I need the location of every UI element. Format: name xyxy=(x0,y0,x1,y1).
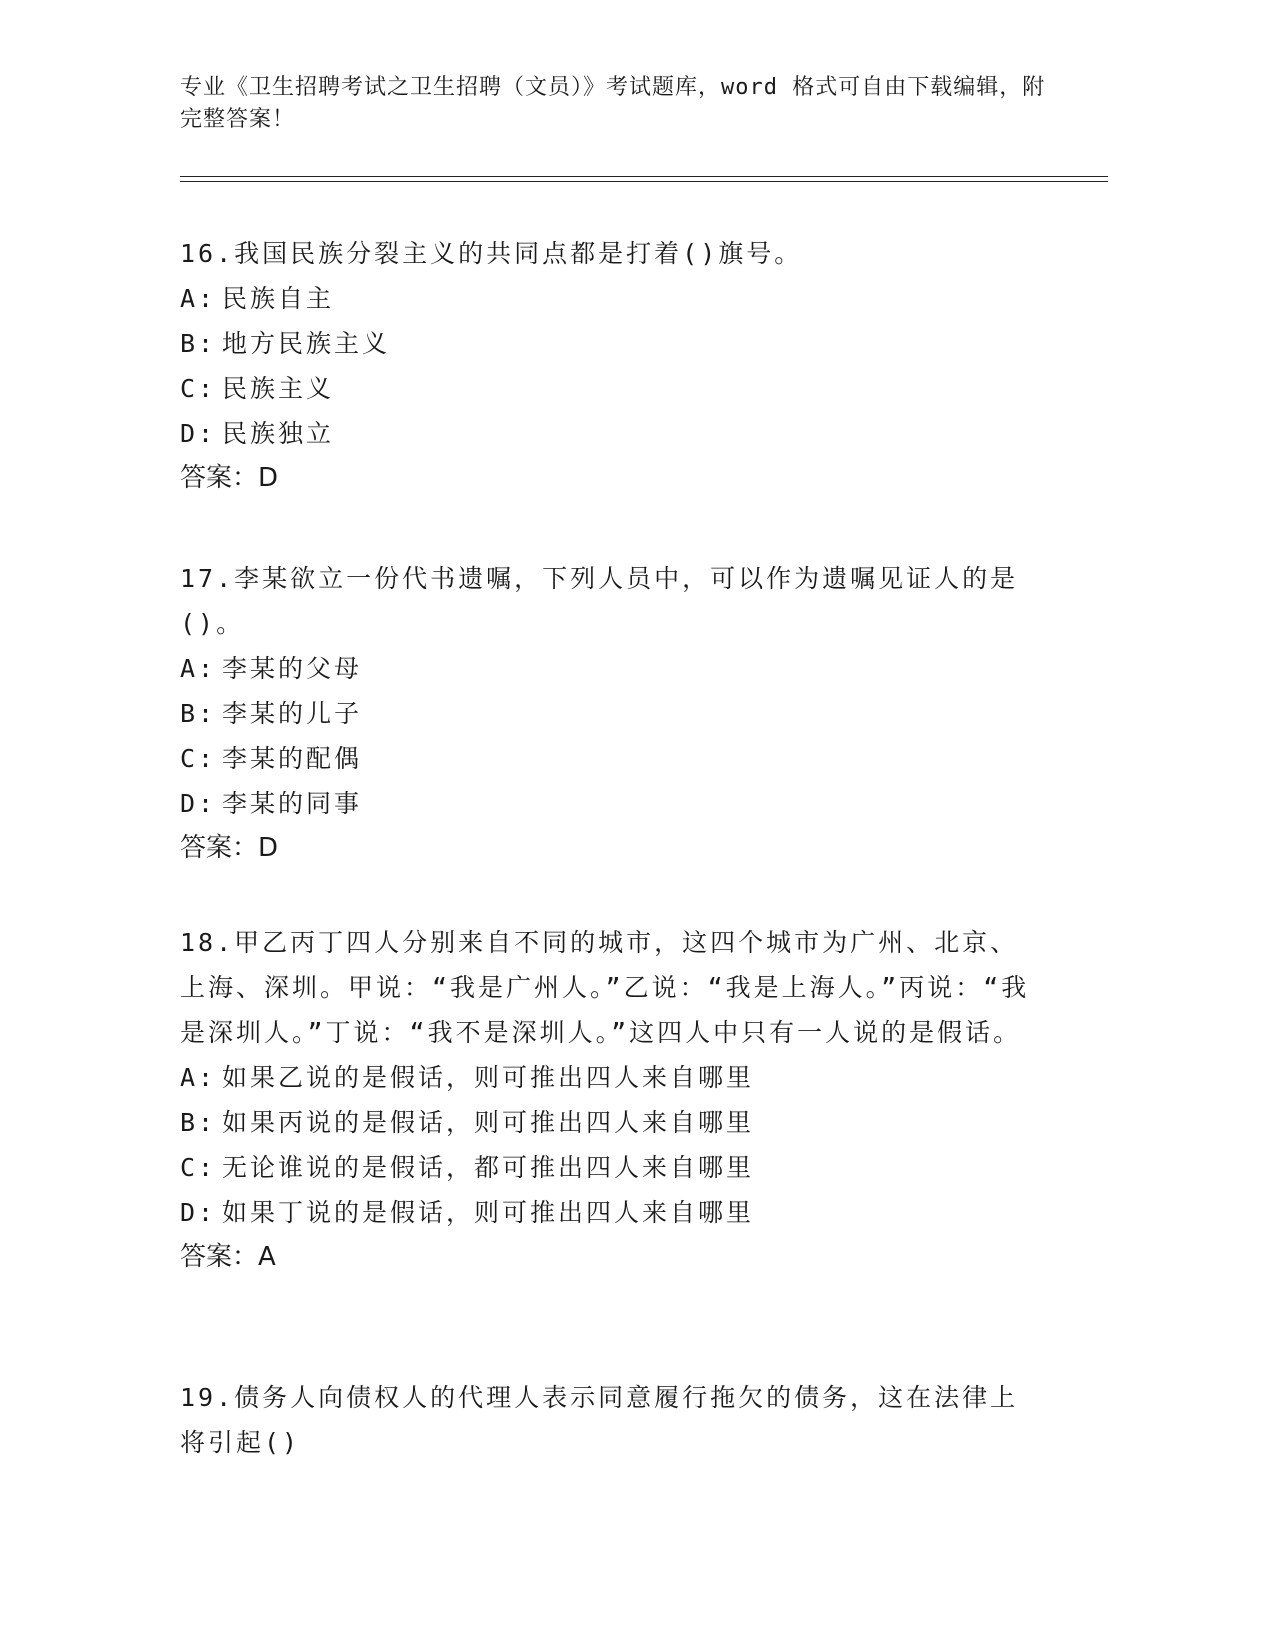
answer-line: 答案：D xyxy=(180,833,279,863)
option-letter: A: xyxy=(180,284,217,313)
option-text: 李某的配偶 xyxy=(222,744,363,773)
option-letter: C: xyxy=(180,744,217,773)
option-letter: D: xyxy=(180,1198,217,1227)
answer-line: 答案：D xyxy=(180,463,279,493)
option-letter: A: xyxy=(180,654,217,683)
option-text: 民族独立 xyxy=(222,419,335,448)
option-text: 如果丁说的是假话，则可推出四人来自哪里 xyxy=(222,1198,755,1227)
option-c xyxy=(180,366,1080,411)
question-stem: 18.甲乙丙丁四人分别来自不同的城市，这四个城市为广州、北京、上海、深圳。甲说：“我是广州人。”乙说：“我是上海人。”丙说：“我是深圳人。”丁说：“我不是深圳人。”这四人中只有一人说的是假话。 xyxy=(180,928,1030,1047)
option-text: 如果乙说的是假话，则可推出四人来自哪里 xyxy=(222,1063,755,1092)
option-letter: B: xyxy=(180,699,217,728)
option-b xyxy=(180,691,1080,736)
option-b xyxy=(180,1100,1080,1145)
option-letter: D: xyxy=(180,419,217,448)
header-text: 专业《卫生招聘考试之卫生招聘（文员）》考试题库，word 格式可自由下载编辑，附完整答案！ xyxy=(180,75,1046,132)
option-letter: A: xyxy=(180,1063,217,1092)
question-16 xyxy=(180,231,1080,501)
option-text: 地方民族主义 xyxy=(222,329,391,358)
option-letter: C: xyxy=(180,1153,217,1182)
option-d xyxy=(180,781,1080,826)
option-c xyxy=(180,1145,1080,1190)
question-19 xyxy=(180,1375,1080,1465)
option-text: 民族主义 xyxy=(222,374,335,403)
option-b xyxy=(180,321,1080,366)
option-a xyxy=(180,1055,1080,1100)
header-divider-top xyxy=(180,176,1108,177)
option-letter: C: xyxy=(180,374,217,403)
question-17 xyxy=(180,556,1080,871)
option-text: 无论谁说的是假话，都可推出四人来自哪里 xyxy=(222,1153,755,1182)
header-divider-bottom xyxy=(180,181,1108,182)
option-c xyxy=(180,736,1080,781)
option-letter: D: xyxy=(180,789,217,818)
option-text: 李某的父母 xyxy=(222,654,363,683)
option-a xyxy=(180,646,1080,691)
option-letter: B: xyxy=(180,1108,217,1137)
option-a xyxy=(180,276,1080,321)
option-text: 李某的儿子 xyxy=(222,699,363,728)
question-stem: 19.债务人向债权人的代理人表示同意履行拖欠的债务，这在法律上将引起() xyxy=(180,1383,1019,1457)
option-text: 民族自主 xyxy=(222,284,335,313)
question-stem: 16.我国民族分裂主义的共同点都是打着()旗号。 xyxy=(180,239,803,268)
option-text: 如果丙说的是假话，则可推出四人来自哪里 xyxy=(222,1108,755,1137)
option-letter: B: xyxy=(180,329,217,358)
option-d xyxy=(180,411,1080,456)
option-text: 李某的同事 xyxy=(222,789,363,818)
question-stem: 17.李某欲立一份代书遗嘱，下列人员中，可以作为遗嘱见证人的是()。 xyxy=(180,564,1019,638)
option-d xyxy=(180,1190,1080,1235)
answer-line: 答案：A xyxy=(180,1242,276,1272)
question-18 xyxy=(180,920,1080,1280)
